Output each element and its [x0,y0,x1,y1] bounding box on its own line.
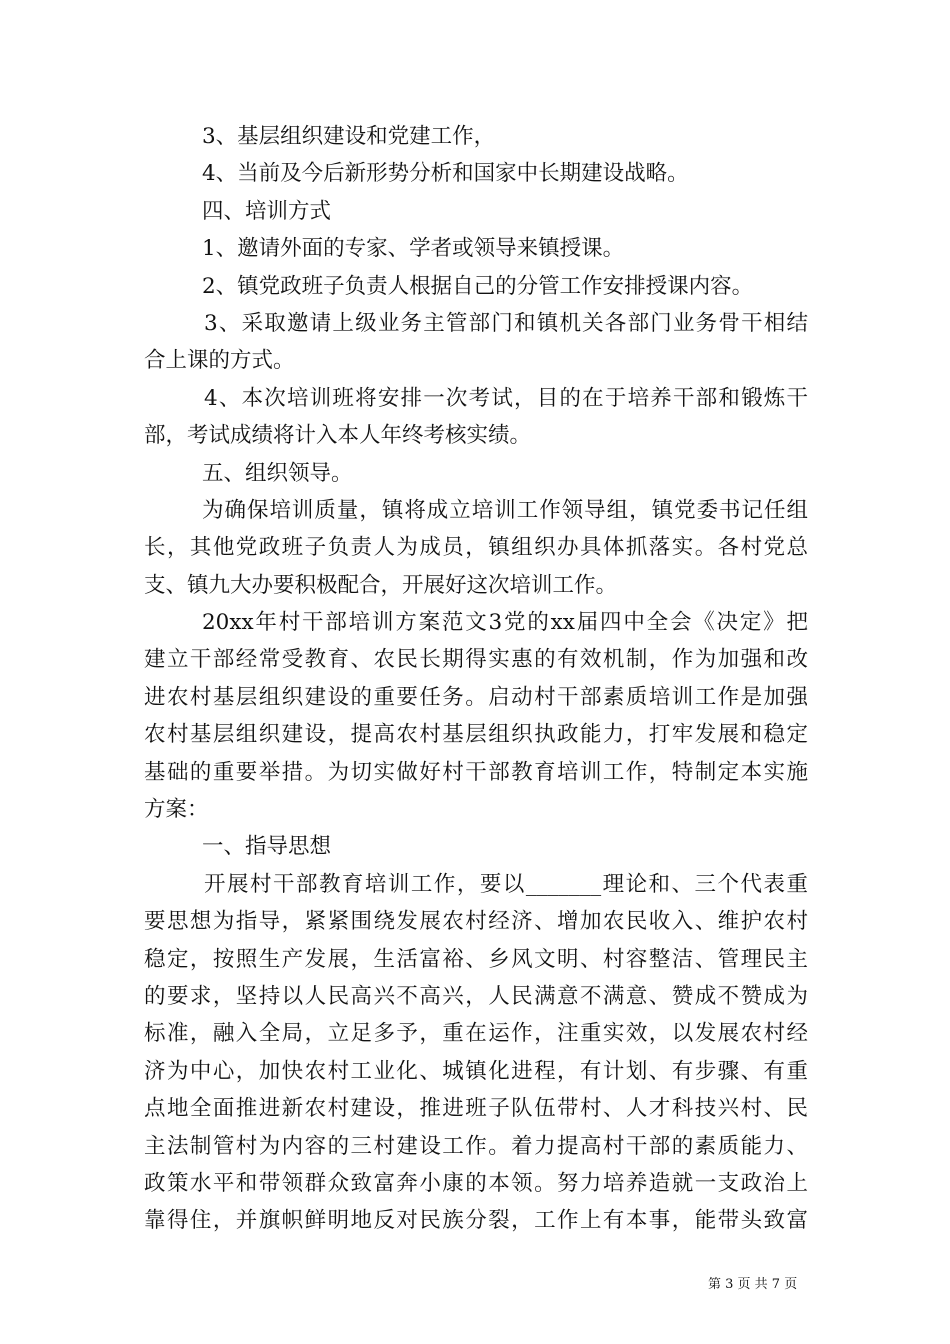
text-line: 为确保培训质量，镇将成立培训工作领导组，镇党委书记任组 [202,497,808,523]
text-line: 主法制管村为内容的三村建设工作。着力提高村干部的素质能力、 [144,1133,808,1159]
text-line: 进农村基层组织建设的重要任务。启动村干部素质培训工作是加强 [144,684,808,710]
text-line: 要思想为指导，紧紧围绕发展农村经济、增加农民收入、维护农村 [144,909,808,935]
text-line: 开展村干部教育培训工作，要以_______理论和、三个代表重 [204,871,808,897]
text-line: 济为中心，加快农村工业化、城镇化进程，有计划、有步骤、有重 [144,1058,808,1084]
text-line: 靠得住，并旗帜鲜明地反对民族分裂，工作上有本事，能带头致富 [144,1208,808,1234]
text-line: 部，考试成绩将计入本人年终考核实绩。 [144,423,532,449]
text-line: 2、镇党政班子负责人根据自己的分管工作安排授课内容。 [202,273,754,299]
text-line: 点地全面推进新农村建设，推进班子队伍带村、人才科技兴村、民 [144,1096,808,1122]
text-line: 4、当前及今后新形势分析和国家中长期建设战略。 [202,161,689,187]
text-line: 方案： [144,797,209,823]
text-line: 合上课的方式。 [144,348,295,374]
page-footer: 第 3 页 共 7 页 [708,1277,798,1292]
text-line: 3、基层组织建设和党建工作， [202,124,496,149]
text-line: 的要求，坚持以人民高兴不高兴，人民满意不满意、赞成不赞成为 [144,983,808,1009]
text-line: 支、镇九大办要积极配合，开展好这次培训工作。 [144,572,618,598]
text-line: 标准，融入全局，立足多予，重在运作，注重实效，以发展农村经 [144,1021,808,1047]
text-line: 1、邀请外面的专家、学者或领导来镇授课。 [202,236,625,262]
document-body [144,118,808,1240]
text-line: 四、培训方式 [202,198,332,224]
text-line: 3、采取邀请上级业务主管部门和镇机关各部门业务骨干相结 [204,310,808,336]
text-line: 农村基层组织建设，提高农村基层组织执政能力，打牢发展和稳定 [144,722,808,748]
text-line: 长，其他党政班子负责人为成员，镇组织办具体抓落实。各村党总 [144,535,808,561]
text-line: 20xx年村干部培训方案范文3党的xx届四中全会《决定》把 [202,610,808,636]
text-line: 稳定，按照生产发展，生活富裕、乡风文明、村容整洁、管理民主 [144,946,808,972]
text-line: 4、本次培训班将安排一次考试，目的在于培养干部和锻炼干 [204,385,808,411]
text-line: 政策水平和带领群众致富奔小康的本领。努力培养造就一支政治上 [144,1170,808,1196]
text-line: 五、组织领导。 [202,460,353,486]
text-line: 基础的重要举措。为切实做好村干部教育培训工作，特制定本实施 [144,759,808,785]
text-line: 一、指导思想 [202,834,332,860]
text-line: 建立干部经常受教育、农民长期得实惠的有效机制，作为加强和改 [144,647,808,673]
